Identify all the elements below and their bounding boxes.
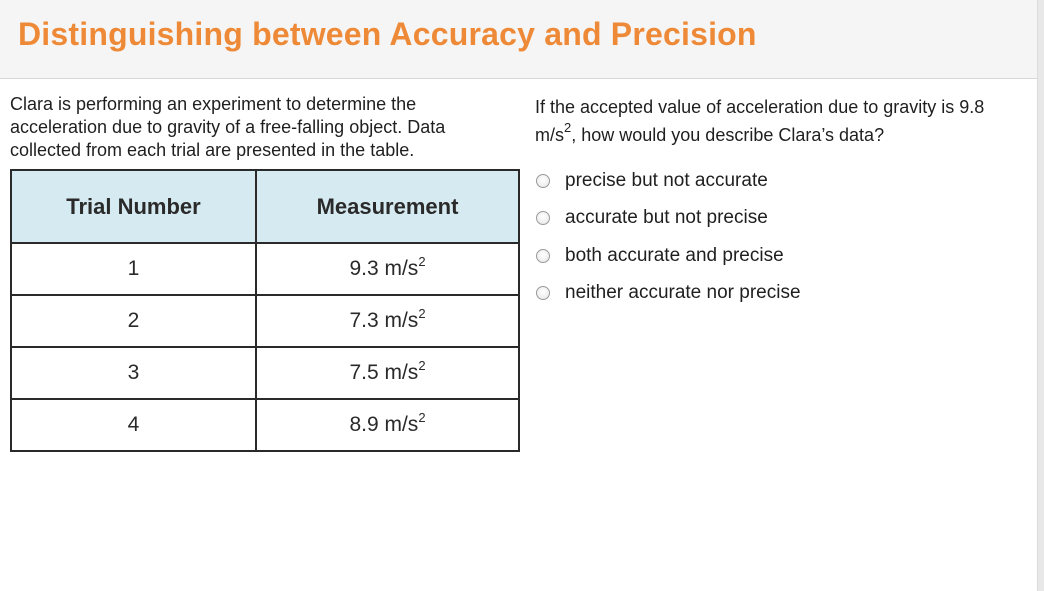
table-row: [11, 347, 519, 399]
answer-option-label[interactable]: precise but not accurate: [565, 169, 768, 191]
question-text: [535, 93, 1015, 149]
answer-option-label[interactable]: accurate but not precise: [565, 207, 768, 229]
radio-button[interactable]: [536, 249, 550, 263]
measurement-cell: [256, 347, 519, 399]
trial-number-cell: 2: [11, 295, 256, 347]
measurement-value: 7.3 m/s: [349, 309, 419, 332]
measurement-exponent: 2: [418, 306, 426, 321]
trial-number-cell: 3: [11, 347, 256, 399]
table-row: [11, 399, 519, 451]
measurement-value: 8.9 m/s: [349, 413, 419, 436]
problem-description: Clara is performing an experiment to determine the acceleration due to gravity of a free-falling object. Data collected from each trial are presented in the table.: [10, 94, 446, 160]
answer-option-precise-not-accurate[interactable]: [536, 162, 801, 200]
page-title: Distinguishing between Accuracy and Precision: [18, 16, 757, 52]
question-part-1: If the accepted value of acceleration due to gravity is 9.8 m/s: [535, 97, 985, 145]
measurement-value: 7.5 m/s: [349, 361, 419, 384]
radio-button[interactable]: [536, 286, 550, 300]
trial-number-cell: 4: [11, 399, 256, 451]
measurement-cell: [256, 295, 519, 347]
trial-number-cell: 1: [11, 243, 256, 295]
scrollbar[interactable]: [1037, 0, 1044, 591]
answer-option-both[interactable]: [536, 237, 801, 275]
trial-data-table: [10, 169, 520, 452]
measurement-value: 9.3 m/s: [349, 257, 419, 280]
table-row: [11, 243, 519, 295]
answer-options: [536, 162, 801, 312]
measurement-cell: [256, 399, 519, 451]
answer-option-label[interactable]: both accurate and precise: [565, 244, 784, 266]
measurement-exponent: 2: [418, 410, 426, 425]
answer-option-neither[interactable]: [536, 275, 801, 313]
measurement-exponent: 2: [418, 358, 426, 373]
measurement-exponent: 2: [418, 254, 426, 269]
question-exponent: 2: [564, 120, 572, 135]
answer-option-accurate-not-precise[interactable]: [536, 200, 801, 238]
radio-button[interactable]: [536, 174, 550, 188]
column-header-trial-number: Trial Number: [11, 170, 256, 243]
header-bar: [0, 0, 1038, 79]
measurement-cell: [256, 243, 519, 295]
question-part-2: , how would you describe Clara’s data?: [571, 125, 885, 145]
answer-option-label[interactable]: neither accurate nor precise: [565, 282, 801, 304]
table-row: [11, 295, 519, 347]
column-header-measurement: Measurement: [256, 170, 519, 243]
radio-button[interactable]: [536, 211, 550, 225]
table-header-row: [11, 170, 519, 243]
